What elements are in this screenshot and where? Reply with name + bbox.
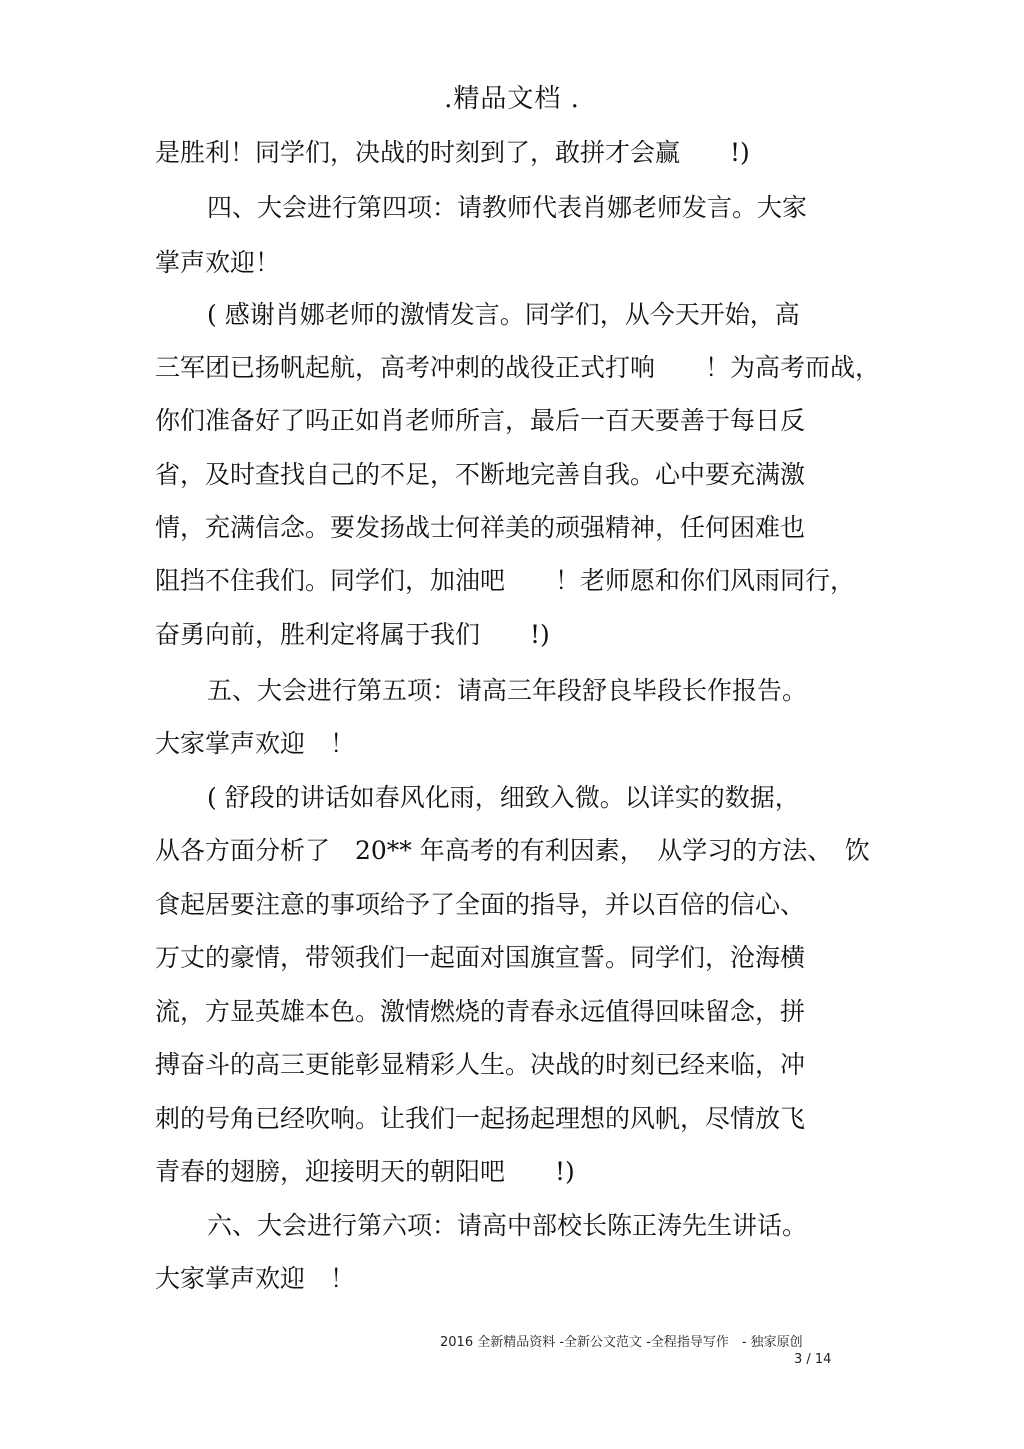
text-line: 大家掌声欢迎 ！ — [155, 729, 356, 758]
text-line: 三军团已扬帆起航，高考冲刺的战役正式打响 ！为高考而战， — [155, 353, 881, 382]
text-line: 阻挡不住我们。同学们，加油吧 ！老师愿和你们风雨同行， — [155, 566, 856, 595]
text-line: 食起居要注意的事项给予了全面的指导，并以百倍的信心、 — [155, 890, 806, 919]
text-line: 搏奋斗的高三更能彰显精彩人生。决战的时刻已经来临，冲 — [155, 1050, 806, 1079]
text-line: 奋勇向前，胜利定将属于我们 !) — [155, 620, 550, 649]
text-line: ( 舒段的讲话如春风化雨，细致入微。以详实的数据， — [207, 783, 800, 812]
text-line: 从各方面分析了 20** 年高考的有利因素， 从学习的方法、 饮 — [155, 836, 870, 865]
text-line: 万丈的豪情，带领我们一起面对国旗宣誓。同学们，沧海横 — [155, 943, 806, 972]
text-line: 流，方显英雄本色。激情燃烧的青春永远值得回味留念，拼 — [155, 997, 806, 1026]
text-line: 青春的翅膀，迎接明天的朝阳吧 !) — [155, 1157, 575, 1186]
text-line: 你们准备好了吗正如肖老师所言，最后一百天要善于每日反 — [155, 406, 806, 435]
text-line: 六、大会进行第六项：请高中部校长陈正涛先生讲话。 — [207, 1211, 808, 1240]
text-line: 情，充满信念。要发扬战士何祥美的顽强精神，任何困难也 — [155, 513, 806, 542]
page-footer: 2016 全新精品资料 -全新公文范文 -全程指导写作 - 独家原创 — [440, 1335, 803, 1350]
text-line: 掌声欢迎！ — [155, 248, 281, 277]
text-line: 省，及时查找自己的不足，不断地完善自我。心中要充满激 — [155, 460, 806, 489]
text-line: 四、大会进行第四项：请教师代表肖娜老师发言。大家 — [207, 193, 808, 222]
text-line: 五、大会进行第五项：请高三年段舒良毕段长作报告。 — [207, 676, 808, 705]
page-number: 3 / 14 — [794, 1352, 832, 1367]
page-header: .精品文档 . — [444, 84, 580, 114]
text-line: 大家掌声欢迎 ！ — [155, 1264, 356, 1293]
text-line: 刺的号角已经吹响。让我们一起扬起理想的风帆，尽情放飞 — [155, 1104, 806, 1133]
text-line: ( 感谢肖娜老师的激情发言。同学们，从今天开始，高 — [207, 300, 800, 329]
text-line: 是胜利！同学们，决战的时刻到了，敢拼才会赢 !) — [155, 138, 750, 167]
